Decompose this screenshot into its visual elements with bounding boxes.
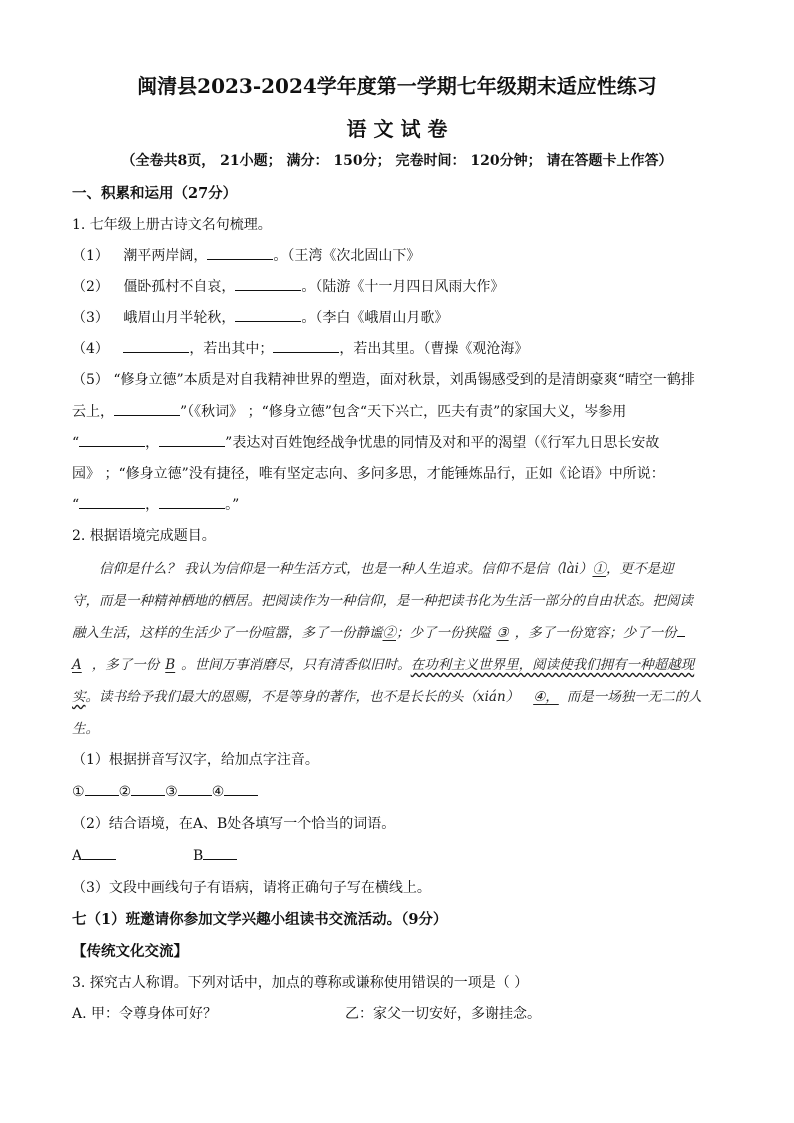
answer-blank[interactable] [79,494,145,509]
line-text: ”（《秋词》 ；“修身立德”包含“天下兴亡，匹夫有责”的家国大义，岑参用 [180,404,627,420]
answer-blank[interactable] [82,845,116,860]
answer-label: ③ [165,784,178,800]
passage-line-1 [99,557,673,577]
option-a-left: A. 甲：令尊身体可好？ [72,1006,218,1022]
answer-label: B [193,848,204,864]
underlined-sentence: 实 [72,689,86,705]
line-text: ”表达对百姓饱经战争忧患的同情及对和平的渴望（《行军九日思长安故 [225,435,660,451]
answer-blank[interactable] [235,276,301,291]
line-text: 云上， [72,404,114,420]
q2-sub-2: （2）结合语境，在A、B处各填写一个恰当的词语。 [72,816,396,832]
answer-blank[interactable] [131,781,165,796]
answer-blank[interactable] [178,781,212,796]
passage-text: ；少了一份狭隘 [396,625,491,641]
answer-blank[interactable] [114,401,180,416]
passage-text: 而是一场独一无二的人 [566,689,702,705]
exam-subtitle: 语 文 试 卷 [346,117,448,141]
blank-marker-a: A [72,657,82,673]
passage-text: 。世间万事消磨尽，只有清香似旧时。 [181,657,411,673]
q2-sub-2-answer-a [72,845,116,864]
q1-line-5b [72,401,626,421]
answer-blank[interactable] [224,781,258,796]
answer-blank[interactable] [273,338,339,353]
answer-label: ② [118,784,132,800]
blank-marker-b: B [165,657,176,673]
option-a-right: 乙：家父一切安好，多谢挂念。 [345,1006,541,1022]
answer-blank[interactable] [123,338,189,353]
q1-line-4 [72,338,528,358]
line-source: 。（王湾《次北固山下》 [273,248,421,264]
answer-blank[interactable] [79,432,145,447]
line-number: （4） [72,341,109,357]
line-text: 僵卧孤村不自哀， [123,279,236,295]
underlined-sentence: 在功利主义世界里，阅读使我们拥有一种超越现 [410,657,695,673]
answer-blank[interactable] [159,432,225,447]
q1-line-2 [72,276,504,296]
passage-text: ，更不是迎 [605,561,674,577]
passage-text: ，多了一份 [91,657,160,673]
line-source: ，若出其里。（曹操《观沧海》 [339,341,529,357]
q1-line-5d: 园》 ；“修身立德”没有捷径，唯有坚定志向、多问多思，才能锤炼品行，正如《论语》中所说： [72,466,665,482]
passage-line-6: 生。 [72,721,99,737]
line-text: 潮平两岸阔， [123,248,208,264]
line-number: （3） [72,310,109,326]
line-source: 。（李白《峨眉山月歌》 [301,310,449,326]
q2-sub-2-answer-b [193,845,237,864]
q1-line-5c [72,432,659,452]
activity-subheading: 【传统文化交流】 [72,943,188,960]
q1-line-5a: （5） “修身立德”本质是对自我精神世界的塑造，面对秋景，刘禹锡感受到的是清朗豪爽“晴空一鹤排 [72,372,695,388]
blank-marker: ② [382,625,396,641]
q1-line-3 [72,307,448,327]
passage-line-4 [72,653,694,673]
line-number: （1） [72,248,109,264]
blank-marker: ④， [533,689,559,705]
blank-marker: ③ [496,625,509,641]
blank-marker: ① [592,561,606,577]
question-1-stem: 1. 七年级上册古诗文名句梳理。 [72,217,272,233]
answer-label: A [72,848,83,864]
line-text: ，若出其中； [189,341,274,357]
passage-text: 信仰是什么？ 我认为信仰是一种生活方式，也是一种人生追求。信仰不是信（lài） [99,561,593,577]
passage-line-3 [72,621,685,641]
line-text: “ [72,497,80,513]
q1-line-5e [72,494,239,514]
q2-sub-1: （1）根据拼音写汉字，给加点字注音。 [72,752,319,768]
line-text: “ [72,435,80,451]
passage-line-5 [72,685,702,705]
question-2-stem: 2. 根据语境完成题目。 [72,528,216,544]
exam-info: （全卷共8页， 21小题； 满分： 150分； 完卷时间： 120分钟； 请在答题卡上作答） [121,153,673,169]
line-number: （2） [72,279,109,295]
q2-sub-1-answers [72,781,258,800]
line-source: 。（陆游《十一月四日风雨大作》 [301,279,505,295]
line-text: 。” [225,497,240,513]
answer-blank[interactable] [159,494,225,509]
answer-blank[interactable] [203,845,237,860]
question-3-stem: 3. 探究古人称谓。下列对话中，加点的尊称或谦称使用错误的一项是（ ） [72,975,529,991]
answer-label: ④ [211,784,225,800]
q1-line-1 [72,245,420,265]
answer-label: ① [72,784,85,800]
passage-text: 。读书给予我们最大的恩赐，不是等身的著作，也不是长长的头（xián） [85,689,520,705]
line-text: 峨眉山月半轮秋， [123,310,236,326]
passage-text: 融入生活，这样的生活少了一份喧嚣，多了一份静谧 [72,625,383,641]
q2-sub-3: （3）文段中画线句子有语病，请将正确句子写在横线上。 [72,880,431,896]
line-text: ， [145,497,160,513]
section-heading: 一、积累和运用（27分） [72,185,238,202]
answer-blank[interactable] [677,622,685,637]
answer-blank[interactable] [235,307,301,322]
answer-blank[interactable] [207,245,273,260]
activity-heading: 七（1）班邀请你参加文学兴趣小组读书交流活动。（9分） [72,911,448,928]
passage-text: ，多了一份宽容；少了一份 [514,625,677,641]
answer-blank[interactable] [85,781,119,796]
exam-title: 闽清县2023-2024学年度第一学期七年级期末适应性练习 [137,74,657,98]
line-text: ， [145,435,160,451]
passage-line-2: 守，而是一种精神栖地的栖居。把阅读作为一种信仰，是一种把读书化为生活一部分的自由状态。把阅读 [72,593,693,609]
